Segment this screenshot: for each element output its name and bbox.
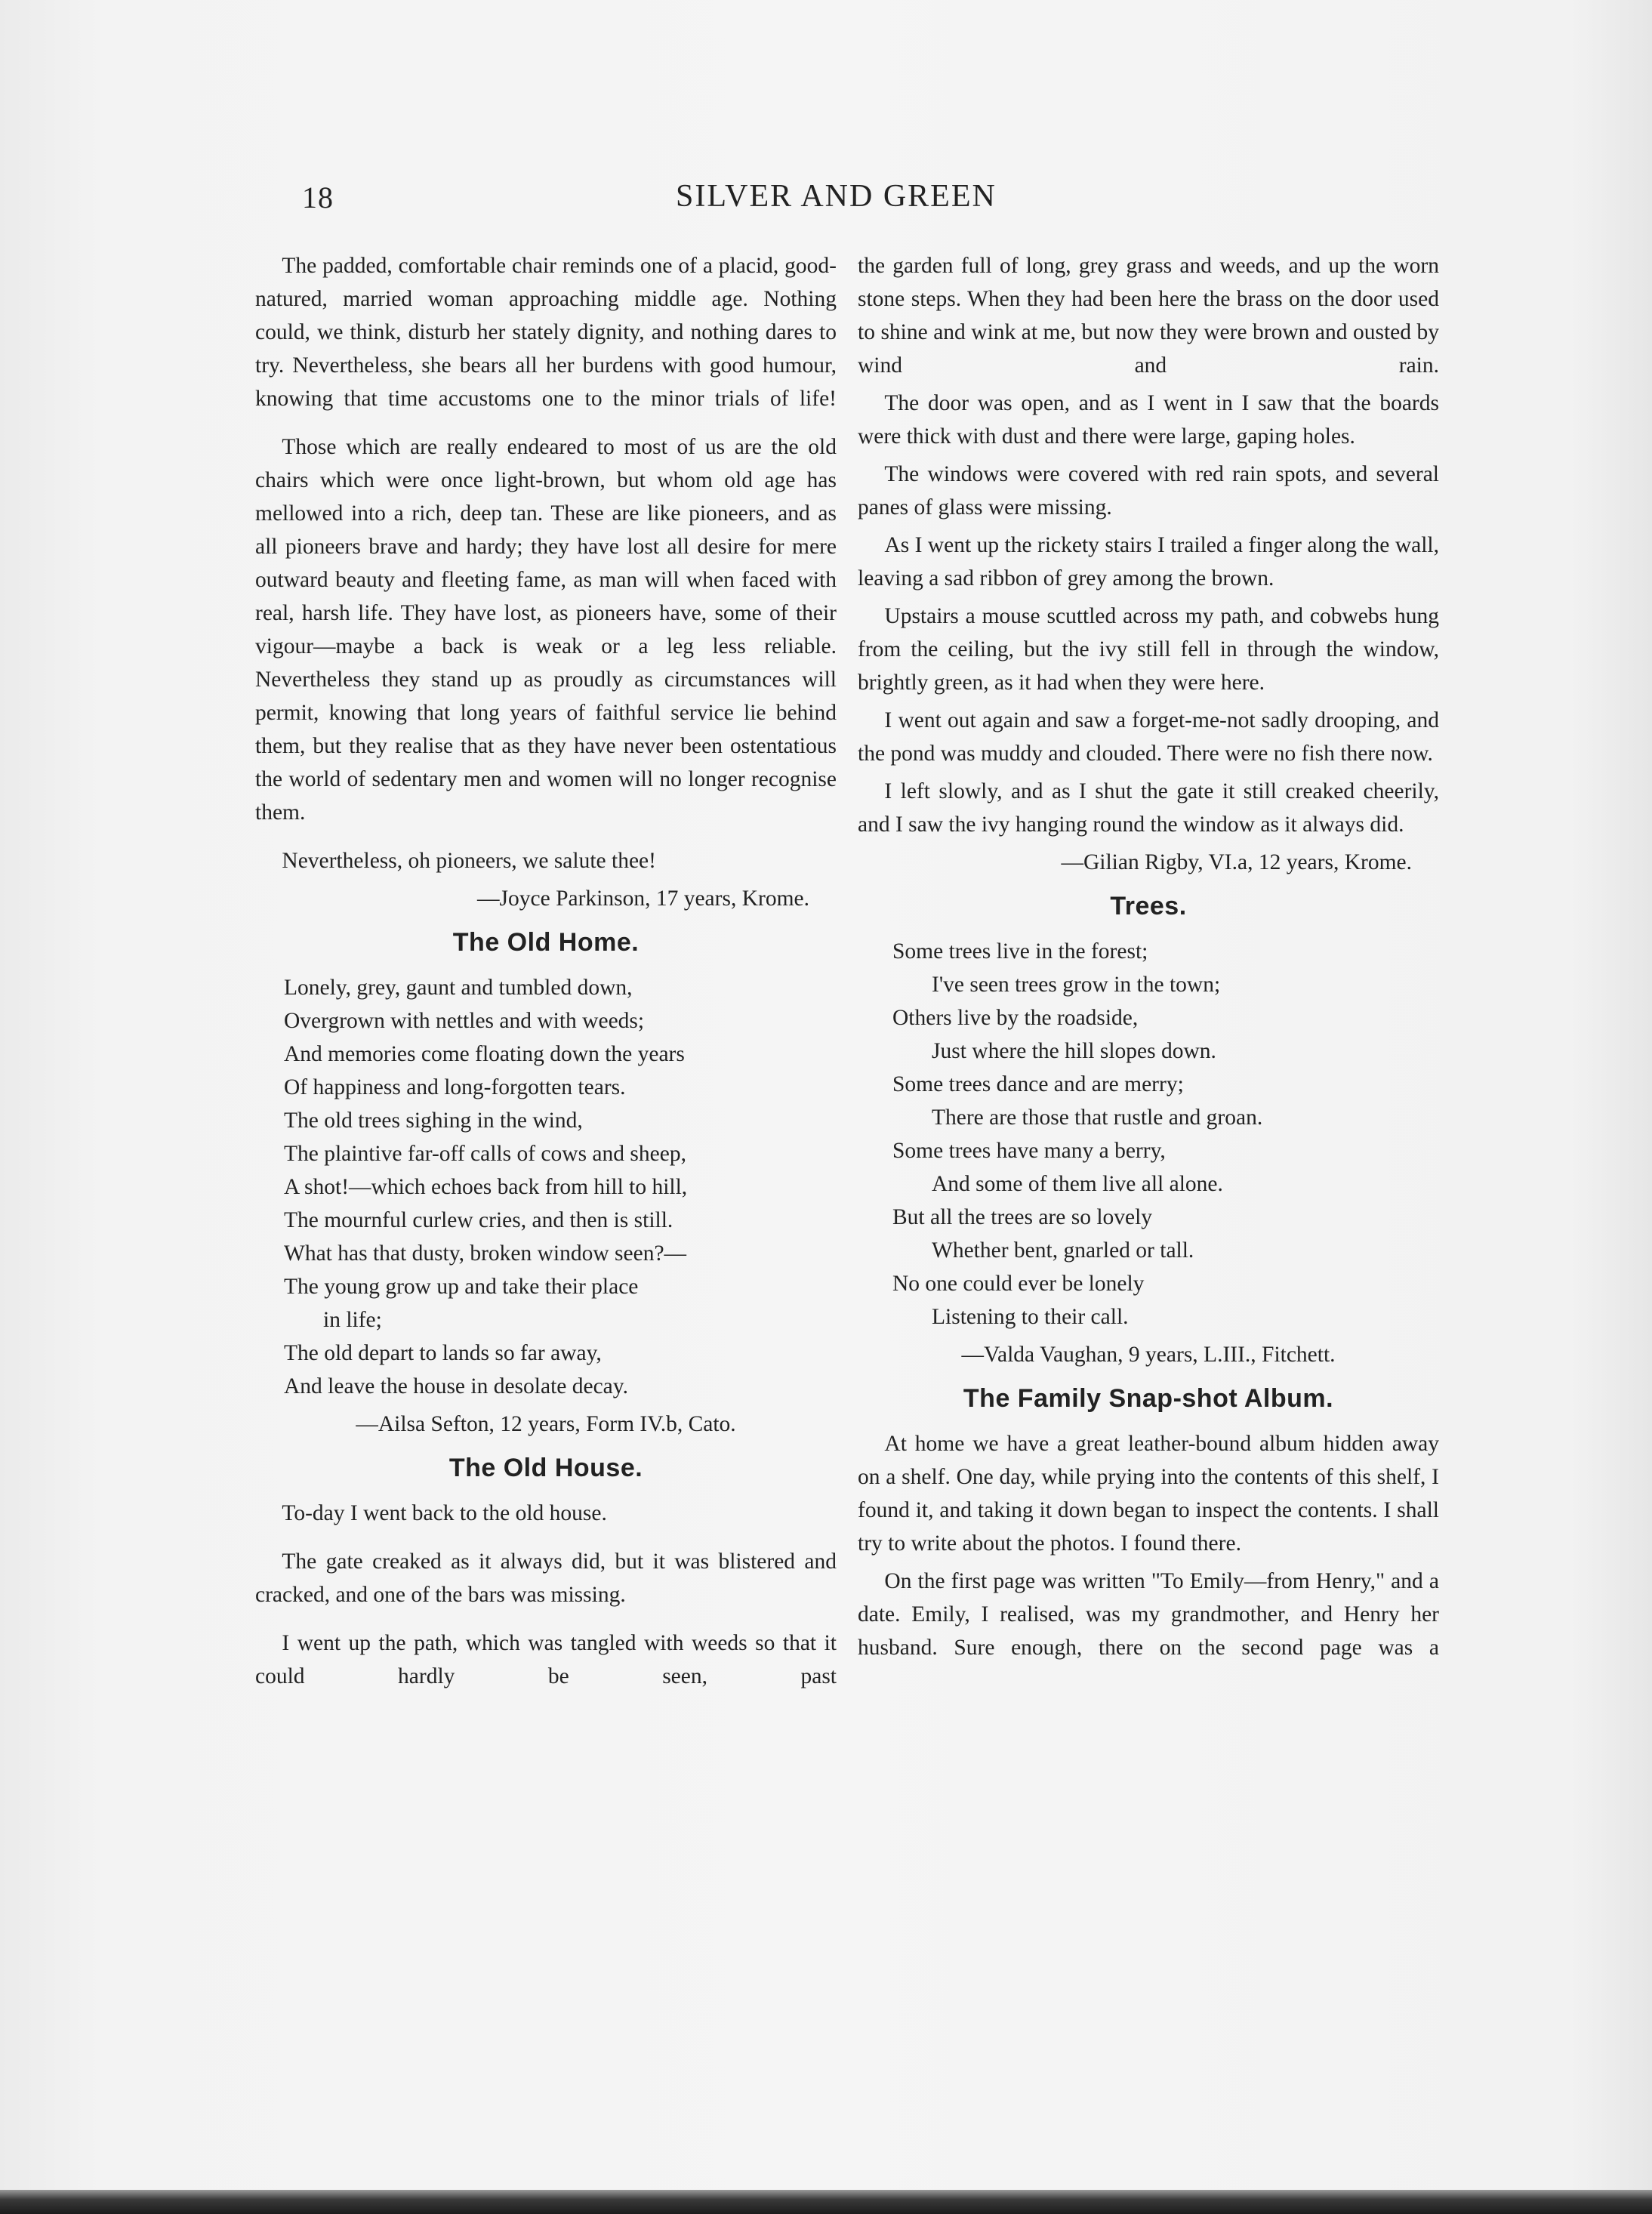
old-house-paragraph-1: To-day I went back to the old house. xyxy=(282,1501,607,1525)
old-house-paragraph-2: The gate creaked as it always did, but it was blistered and cracked, and one of the bars was missing. xyxy=(255,1549,837,1607)
poem-line: The plaintive far-off calls of cows and sheep, xyxy=(284,1142,686,1166)
page-number: 18 xyxy=(302,180,334,214)
poem-line: Overgrown with nettles and with weeds; xyxy=(284,1009,645,1033)
poem-line: There are those that rustle and groan. xyxy=(932,1105,1263,1130)
house-paragraph-3: The windows were covered with red rain spots, and several panes of glass were missing. xyxy=(858,462,1439,520)
old-home-poem xyxy=(255,971,837,1403)
poem-line: The young grow up and take their place xyxy=(284,1275,639,1299)
poem-line: Whether bent, gnarled or tall. xyxy=(932,1238,1194,1263)
running-title: SILVER AND GREEN xyxy=(676,179,997,214)
poem-line: And memories come floating down the years xyxy=(284,1042,685,1066)
old-home-title: The Old Home. xyxy=(452,928,640,957)
poem-line: Lonely, grey, gaunt and tumbled down, xyxy=(284,976,633,1000)
poem-line: I've seen trees grow in the town; xyxy=(932,973,1221,997)
chair-paragraph-2: Those which are really endeared to most of us are the old chairs which were once light-brown, but whom old age has mellowed into a rich, deep tan. These are like pioneers, and as all pioneers brave and hardy; they have lost all desire for mere outward beauty and fleeting fame, as man will when faced with real, harsh life. They have lost, as pioneers have, some of their vigour—maybe a back is weak or a leg less reliable. Nevertheless they stand up as proudly as circumstances will permit, knowing that long years of faithful service lie behind them, but they realise that as they have never been ostentatious the world of sedentary men and women will no longer recognise them. xyxy=(255,435,837,825)
house-paragraph-7: I left slowly, and as I shut the gate it still creaked cheerily, and I saw the ivy hanging round the window as it always did. xyxy=(858,779,1439,837)
trees-signature: —Valda Vaughan, 9 years, L.III., Fitchett. xyxy=(961,1343,1336,1367)
poem-line: The old depart to lands so far away, xyxy=(284,1341,602,1365)
poem-line: Just where the hill slopes down. xyxy=(932,1039,1216,1063)
trees-title: Trees. xyxy=(1110,892,1187,920)
poem-line: Some trees have many a berry, xyxy=(892,1139,1166,1163)
old-house-paragraph-3: I went up the path, which was tangled with weeds so that it could hardly be seen, past xyxy=(255,1631,837,1688)
chair-signature: —Joyce Parkinson, 17 years, Krome. xyxy=(477,887,809,911)
poem-line: A shot!—which echoes back from hill to hill, xyxy=(284,1175,688,1199)
poem-line: Some trees dance and are merry; xyxy=(892,1072,1184,1096)
house-paragraph-5: Upstairs a mouse scuttled across my path, and cobwebs hung from the ceiling, but the ivy still fell in through the window, brightly green, as it had when they were here. xyxy=(858,604,1439,695)
album-paragraph-1: At home we have a great leather-bound album hidden away on a shelf. One day, while prying into the contents of this shelf, I found it, and taking it down began to inspect the contents. I shall try to write about the photos. I found there. xyxy=(858,1432,1439,1556)
poem-line: No one could ever be lonely xyxy=(892,1272,1145,1296)
poem-line: Others live by the roadside, xyxy=(892,1006,1139,1030)
trees-poem xyxy=(858,935,1439,1334)
house-paragraph-2: The door was open, and as I went in I saw that the boards were thick with dust and there were large, gaping holes. xyxy=(858,391,1439,449)
poem-line: Some trees live in the forest; xyxy=(892,939,1148,964)
poem-line: Listening to their call. xyxy=(932,1305,1129,1329)
house-paragraph-1: the garden full of long, grey grass and weeds, and up the worn stone steps. When they had been here the brass on the door used to shine and wink at me, but now they were brown and ousted by wind and rain. xyxy=(858,254,1439,378)
album-paragraph-2: On the first page was written "To Emily—from Henry," and a date. Emily, I realised, was my grandmother, and Henry her husband. Sure enough, there on the second page was a xyxy=(858,1569,1439,1660)
house-signature: —Gilian Rigby, VI.a, 12 years, Krome. xyxy=(1061,850,1412,874)
old-home-signature: —Ailsa Sefton, 12 years, Form IV.b, Cato. xyxy=(356,1412,736,1436)
page-bottom-edge xyxy=(0,2190,1652,2214)
left-column xyxy=(255,249,837,1708)
poem-line: Of happiness and long-forgotten tears. xyxy=(284,1075,626,1099)
poem-line: What has that dusty, broken window seen?— xyxy=(284,1241,687,1266)
poem-line: But all the trees are so lovely xyxy=(892,1205,1153,1229)
album-title: The Family Snap-shot Album. xyxy=(963,1384,1334,1413)
chair-paragraph-1: The padded, comfortable chair reminds one of a placid, good-natured, married woman approaching middle age. Nothing could, we think, disturb her stately dignity, and nothing dares to try. Nevertheless, she bears all her burdens with good humour, knowing that time accustoms one to the minor trials of life! xyxy=(255,254,837,411)
house-paragraph-4: As I went up the rickety stairs I trailed a finger along the wall, leaving a sad ribbon of grey among the brown. xyxy=(858,533,1439,591)
right-column xyxy=(858,249,1439,1679)
poem-line: And leave the house in desolate decay. xyxy=(284,1374,628,1398)
chair-paragraph-3: Nevertheless, oh pioneers, we salute thee! xyxy=(282,849,656,873)
poem-line: in life; xyxy=(323,1308,382,1332)
poem-line: And some of them live all alone. xyxy=(932,1172,1223,1196)
poem-line: The old trees sighing in the wind, xyxy=(284,1109,583,1133)
house-paragraph-6: I went out again and saw a forget-me-not sadly drooping, and the pond was muddy and clouded. There were no fish there now. xyxy=(858,708,1439,766)
old-house-title: The Old House. xyxy=(448,1454,643,1482)
poem-line: The mournful curlew cries, and then is still. xyxy=(284,1208,673,1232)
